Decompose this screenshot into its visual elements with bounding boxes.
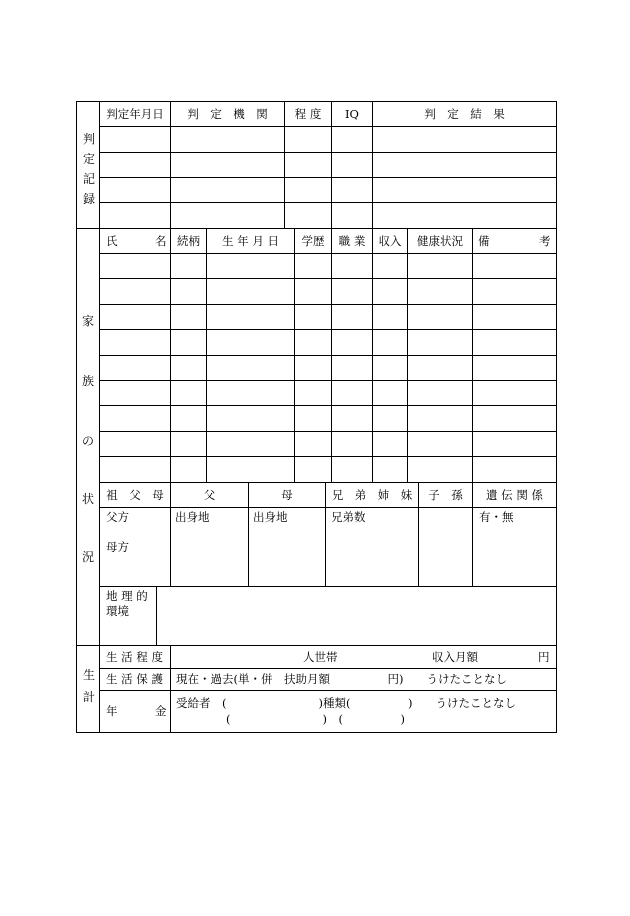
judgment-side-label-char: 判	[83, 132, 96, 146]
section-divider-livelihood	[76, 645, 557, 646]
judgment-side-label-char: 録	[83, 192, 96, 206]
frame-bottom	[76, 732, 557, 733]
header-health: 健康状況	[417, 234, 463, 248]
pension-label-2: 金	[155, 704, 167, 718]
header-grandparents: 祖 父 母	[106, 488, 164, 502]
family-row-line	[99, 405, 557, 406]
livelihood-side-label-char: 生	[83, 668, 96, 682]
frame-left	[76, 101, 77, 733]
family-row-line	[99, 482, 557, 483]
geo-env-divider	[156, 586, 157, 645]
judgment-side-label-char: 定	[83, 152, 96, 166]
header-children: 子 孫	[428, 488, 463, 502]
frame-right	[556, 101, 557, 733]
family-row-line	[99, 304, 557, 305]
header-name-2: 名	[155, 234, 167, 248]
pension-line-2: ( ) ( )	[226, 712, 405, 726]
mother-birthplace-label: 出身地	[253, 510, 288, 524]
family-col-line	[206, 228, 207, 482]
family-row-line	[99, 278, 557, 279]
welfare-text: 現在・過去(単・併 扶助月額 円) うけたことなし	[176, 672, 507, 686]
header-heredity: 遺 伝 関 係	[486, 488, 543, 502]
paternal-label: 父方	[106, 510, 129, 524]
living-level-yen: 円	[538, 650, 550, 664]
sibling-count-label: 兄弟数	[331, 510, 366, 524]
family-col-line	[294, 228, 295, 482]
header-siblings: 兄 弟 姉 妹	[331, 488, 413, 502]
livelihood-col-line	[170, 645, 171, 733]
family-side-label-char: 族	[82, 374, 95, 388]
relatives-header-line	[99, 507, 557, 508]
family-side-label-char: 家	[82, 314, 95, 328]
family-col-line	[331, 228, 332, 482]
header-judgment-institution: 判 定 機 関	[187, 107, 268, 121]
family-row-line	[99, 431, 557, 432]
judgment-row-line	[99, 152, 557, 153]
geo-env-label-1: 地 理 的	[106, 589, 148, 603]
geo-env-top-line	[99, 586, 557, 587]
judgment-row-line	[99, 177, 557, 178]
family-row-line	[99, 329, 557, 330]
pension-label-1: 年	[106, 704, 118, 718]
livelihood-side-label-char: 計	[83, 690, 96, 704]
header-mother: 母	[281, 488, 293, 502]
header-income: 収入	[378, 234, 402, 248]
header-education: 学歴	[301, 234, 325, 248]
section-divider-family	[76, 228, 557, 229]
living-level-label: 生 活 程 度	[106, 650, 163, 664]
header-remarks-2: 考	[539, 234, 551, 248]
header-name-1: 氏	[106, 234, 118, 248]
family-col-line	[372, 228, 373, 482]
header-judgment-result: 判 定 結 果	[424, 107, 505, 121]
header-relation: 続柄	[177, 234, 200, 248]
header-degree: 程 度	[294, 107, 322, 121]
judgment-side-label-char: 記	[83, 172, 96, 186]
judgment-row-line	[99, 202, 557, 203]
family-side-label-char: 状	[82, 492, 95, 506]
livelihood-row-line	[99, 668, 557, 669]
label-column-divider	[99, 101, 100, 733]
header-father: 父	[203, 488, 216, 502]
living-level-income: 収入月額	[432, 650, 478, 664]
maternal-label: 母方	[106, 540, 129, 554]
family-row-line	[99, 355, 557, 356]
livelihood-row-line	[99, 690, 557, 691]
pension-line-1: 受給者 ( )種類( ) うけたことなし	[176, 696, 516, 710]
header-judgment-date: 判定年月日	[106, 107, 164, 121]
family-row-line	[99, 456, 557, 457]
family-col-line	[170, 228, 171, 482]
judgment-row-line	[99, 126, 557, 127]
heredity-option: 有・無	[479, 510, 514, 524]
header-iq: IQ	[345, 107, 359, 121]
frame-top	[76, 101, 557, 102]
header-remarks-1: 備	[478, 234, 490, 248]
header-occupation: 職 業	[338, 234, 366, 248]
father-birthplace-label: 出身地	[175, 510, 210, 524]
family-row-line	[99, 380, 557, 381]
welfare-label: 生 活 保 護	[106, 672, 163, 686]
geo-env-label-2: 環境	[106, 604, 129, 618]
family-row-line	[99, 253, 557, 254]
header-birth-date: 生 年 月 日	[222, 234, 279, 248]
family-side-label-char: 況	[82, 550, 95, 564]
family-side-label-char: の	[82, 434, 95, 448]
family-col-line	[472, 228, 473, 482]
family-col-line	[407, 228, 408, 482]
living-level-household: 人世帯	[303, 650, 338, 664]
